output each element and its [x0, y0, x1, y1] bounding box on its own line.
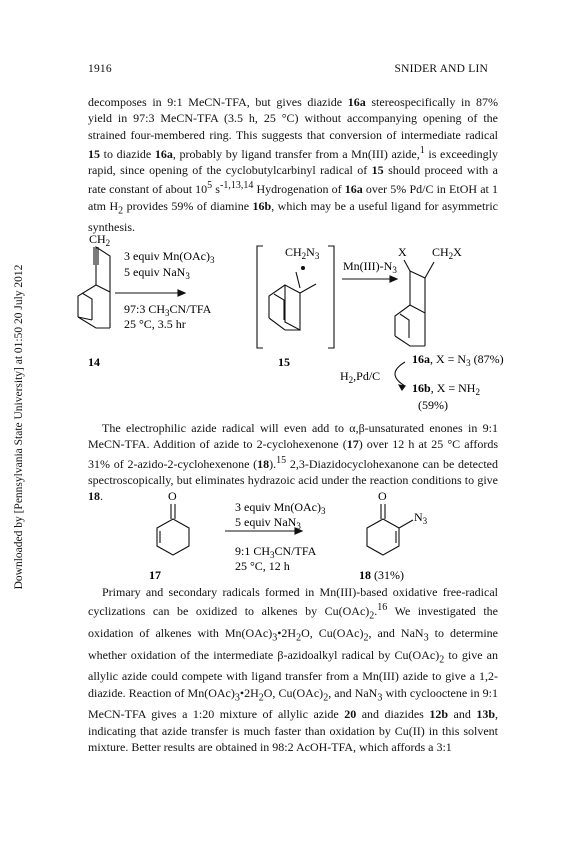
reagent-nan3: 5 equiv NaN$_3$ — [124, 265, 190, 281]
reagent-mn-oac3: 3 equiv $Mn(OAc)_3$ — [235, 500, 326, 516]
compound-label-17: 17 — [149, 568, 161, 582]
product-16b: 16b, $X = NH_2$ — [412, 381, 480, 397]
compound-label-14: 14 — [88, 355, 100, 369]
paragraph-2: The electrophilic azide radical will even add to α,β-unsaturated enones in 9:1 MeCN-TFA. Addition of azide to 2-cyclohexenone (17) over 12 h at 25 °C affords 31% of 2-azido-2-cyclohexenone (18).$^{15}$ 2,3-Diazidocyclohexanone can be detected spectroscopically, but eliminates hydrazoic acid under the reaction conditions to give 18. — [88, 421, 499, 504]
hydrogenation-reagent: $H_2,Pd/C$ — [340, 369, 381, 385]
azide-substituent: $N_3$ — [414, 510, 428, 526]
ketone-oxygen-17: O — [168, 489, 177, 503]
ch2n3-label: $CH_2N_3$ — [285, 245, 320, 261]
paragraph-3: Primary and secondary radicals formed in Mn(III)-based oxidative free-radical cyclizations can be oxidized to alkenes by $Cu(OAc)_2.^{16}$ We investigated the oxidation of alkenes with $Mn(OAc)_3•2H_2O$, $Cu(OAc)_2$, and NaN$_3$ to determine whether oxidation of the intermediate β-azidoalkyl radical by $Cu(OAc)_2$ to give an allylic azide could compete with ligand transfer from a Mn(III) azide to give a 1,2-diazide. Reaction of $Mn(OAc)_3•2H_2O$, $Cu(OAc)_2$, and NaN$_3$ with cyclooctene in 9:1 MeCN-TFA gives a 1:20 mixture of allylic azide 20 and diazides 12b and 13b, indicating that azide transfer is much faster than oxidation by Cu(II) in this solvent mixture. Better results are obtained in 98:2 AcOH-TFA, which affords a 3:1 — [88, 585, 499, 754]
paragraph-1: decomposes in 9:1 MeCN-TFA, but gives diazide 16a stereospecifically in 87% yield in 97:3 MeCN-TFA (3.5 h, 25 °C) without accompanying opening of the strained four-membered ring. This suggests that conversion of intermediate radical 15 to diazide 16a, probably by ligand transfer from a Mn(III) azide,$^1$ is exceedingly rapid, since opening of the cyclobutylcarbinyl radical of 15 should proceed with a rate constant of about $10^5$ $s^{-1,13,14}$ Hydrogenation of 16a over 5% Pd/C in EtOH at 1 atm $H_2$ provides 59% of diamine 16b, which may be a useful ligand for asymmetric synthesis. — [88, 95, 498, 235]
solvent-condition: 9:1 $CH_3CN$/TFA — [235, 544, 317, 560]
reagent-nan3: 5 equiv NaN$_3$ — [235, 515, 301, 531]
x-substituent: X — [398, 245, 407, 259]
yield-16b: (59%) — [418, 398, 448, 412]
reagent-mn-oac3: 3 equiv $Mn(OAc)_3$ — [124, 249, 215, 265]
running-head: SNIDER AND LIN — [394, 63, 488, 75]
ch2-label: $CH_2$ — [89, 232, 111, 248]
page-number: 1916 — [88, 63, 112, 75]
mn-azide-reagent: $Mn(III)-N_3$ — [343, 259, 397, 275]
download-watermark: Downloaded by [Pennsylvania State University] at 01:50 20 July 2012 — [13, 264, 25, 590]
temp-time-condition: 25 °C, 3.5 hr — [124, 317, 186, 331]
compound-label-15: 15 — [278, 355, 290, 369]
solvent-condition: 97:3 $CH_3CN$/TFA — [124, 302, 212, 318]
ketone-oxygen-18: O — [378, 489, 387, 503]
product-16a: 16a, $X = N_3$ (87%) — [412, 352, 504, 368]
temp-time-condition: 25 °C, 12 h — [235, 559, 290, 573]
compound-label-18: 18 (31%) — [359, 568, 404, 582]
ch2x-substituent: $CH_2X$ — [432, 245, 462, 261]
